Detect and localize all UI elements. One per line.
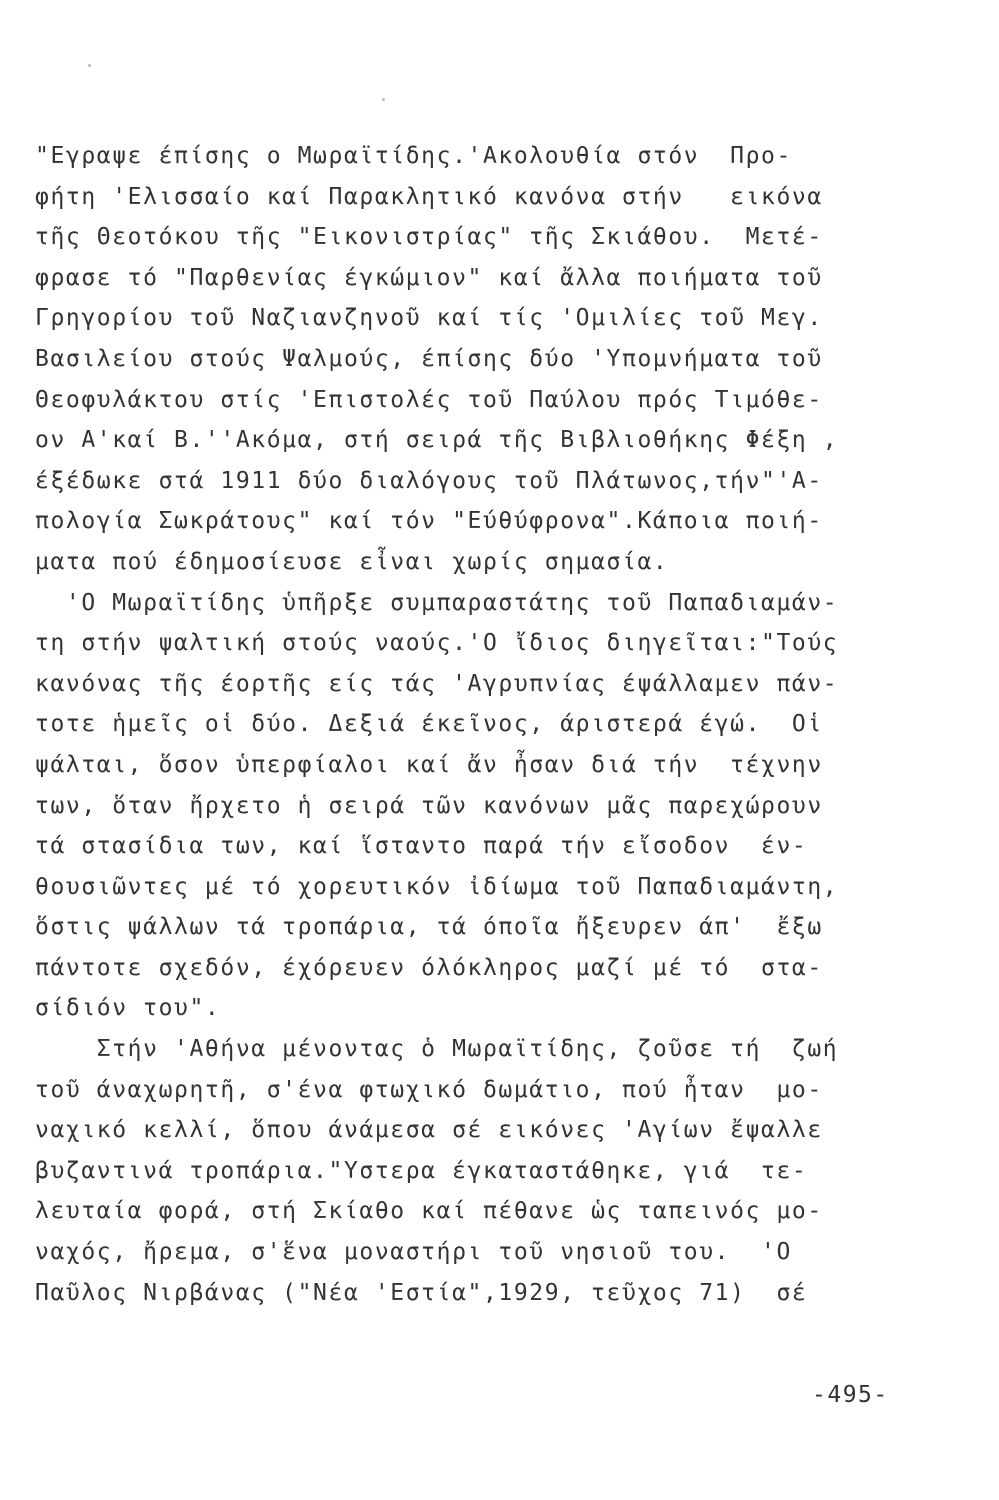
- text-line: Παῦλος Νιρβάνας ("Νέα 'Εστία",1929, τεῦχος 71) σέ: [35, 1279, 808, 1306]
- text-line: Βασιλείου στούς Ψαλμούς, έπίσης δύο 'Υπομνήματα τοῦ: [35, 345, 823, 372]
- text-line: πάντοτε σχεδόν, έχόρευεν όλόκληρος μαζί μέ τό στα-: [35, 954, 823, 981]
- text-line: των, ὅταν ἤρχετο ἡ σειρά τῶν κανόνων μᾶς παρεχώρουν: [35, 792, 823, 819]
- text-line: ψάλται, ὅσον ὑπερφίαλοι καί ἄν ἦσαν διά τήν τέχνην: [35, 751, 823, 778]
- text-line: ναχικό κελλί, ὅπου άνάμεσα σέ εικόνες 'Αγίων ἔψαλλε: [35, 1117, 823, 1144]
- body-text: [35, 136, 905, 1313]
- text-line: λευταία φορά, στή Σκίαθο καί πέθανε ὡς ταπεινός μο-: [35, 1198, 823, 1225]
- text-line: ναχός, ἤρεμα, σ'ἕνα μοναστήρι τοῦ νησιοῦ του. 'Ο: [35, 1239, 792, 1266]
- text-line: ον Α'καί Β.''Ακόμα, στή σειρά τῆς Βιβλιοθήκης Φέξη ,: [35, 427, 839, 454]
- text-line: τοῦ άναχωρητῆ, σ'ένα φτωχικό δωμάτιο, πού ἦταν μο-: [35, 1076, 823, 1103]
- text-line: Γρηγορίου τοῦ Ναζιανζηνοῦ καί τίς 'Ομιλίες τοῦ Μεγ.: [35, 305, 823, 332]
- text-line: τοτε ἡμεῖς οἱ δύο. Δεξιά έκεῖνος, άριστερά έγώ. Οἱ: [35, 711, 823, 738]
- paper-speck: [88, 64, 91, 67]
- text-line: κανόνας τῆς έορτῆς είς τάς 'Αγρυπνίας έψάλλαμεν πάν-: [35, 670, 839, 697]
- paper-speck: [382, 98, 385, 101]
- text-line: "Εγραψε έπίσης ο Μωραϊτίδης.'Ακολουθία στόν Προ-: [35, 143, 792, 169]
- text-line: 'Ο Μωραϊτίδης ὑπῆρξε συμπαραστάτης τοῦ Παπαδιαμάν-: [35, 589, 839, 616]
- text-line: θουσιῶντες μέ τό χορευτικόν ἰδίωμα τοῦ Παπαδιαμάντη,: [35, 873, 839, 900]
- text-line: τη στήν ψαλτική στούς ναούς.'Ο ἴδιος διηγεῖται:"Τούς: [35, 630, 839, 657]
- text-line: Θεοφυλάκτου στίς 'Επιστολές τοῦ Παύλου πρός Τιμόθε-: [35, 386, 823, 413]
- text-line: τά στασίδια των, καί ἵσταντο παρά τήν εἴσοδον έν-: [35, 833, 808, 860]
- text-line: τῆς Θεοτόκου τῆς "Εικονιστρίας" τῆς Σκιάθου. Μετέ-: [35, 224, 823, 251]
- text-line: σίδιόν του".: [35, 995, 221, 1022]
- text-line: έξέδωκε στά 1911 δύο διαλόγους τοῦ Πλάτωνος,τήν"'Α-: [35, 467, 823, 494]
- text-line: βυζαντινά τροπάρια."Υστερα έγκαταστάθηκε, γιά τε-: [35, 1157, 808, 1184]
- page-number: -495-: [812, 1382, 889, 1408]
- text-line: ὅστις ψάλλων τά τροπάρια, τά όποῖα ἤξευρεν άπ' ἔξω: [35, 914, 823, 941]
- text-line: πολογία Σωκράτους" καί τόν "Εύθύφρονα".Κάποια ποιή-: [35, 508, 823, 535]
- text-line: φρασε τό "Παρθενίας έγκώμιον" καί ἄλλα ποιήματα τοῦ: [35, 264, 823, 291]
- text-line: ματα πού έδημοσίευσε εἶναι χωρίς σημασία.: [35, 548, 669, 575]
- text-line: φήτη 'Ελισσαίο καί Παρακλητικό κανόνα στήν εικόνα: [35, 183, 823, 210]
- text-line: Στήν 'Αθήνα μένοντας ὁ Μωραϊτίδης, ζοῦσε τή ζωή: [35, 1036, 839, 1063]
